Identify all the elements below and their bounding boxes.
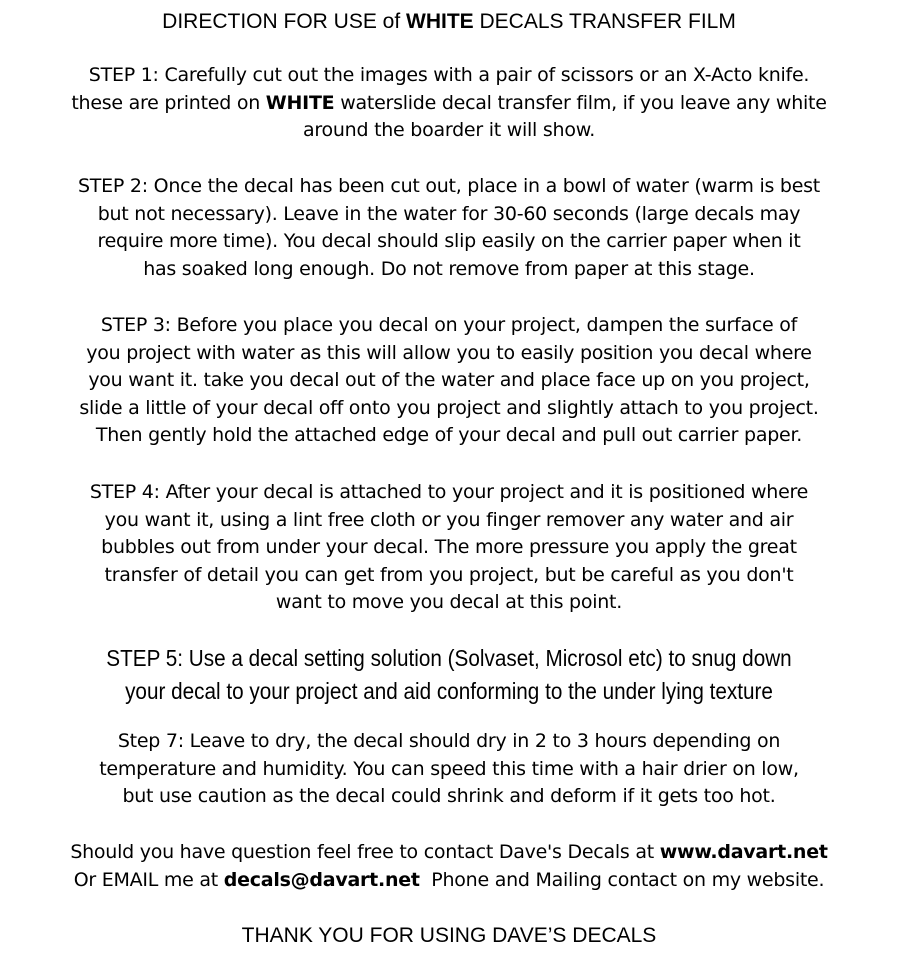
step-4-line-1: STEP 4: After your decal is attached to your project and it is positioned where	[89, 481, 809, 503]
step-3-line-4: slide a little of your decal off onto you project and slightly attach to you project.	[79, 396, 819, 419]
step-1-line-1: STEP 1: Carefully cut out the images with a pair of scissors or an X-Acto knife.	[88, 64, 810, 86]
step-2-line-4: has soaked long enough. Do not remove from paper at this stage.	[143, 257, 755, 280]
title-bold-white: WHITE	[406, 10, 474, 33]
contact-line-1-prefix: Should you have question feel free to contact Dave's Decals at	[70, 841, 660, 863]
contact-line-2-suffix: Phone and Mailing contact on my website.	[419, 868, 825, 891]
step-7-line-1: Step 7: Leave to dry, the decal should dry in 2 to 3 hours depending on	[117, 730, 781, 752]
step-5-line-1: STEP 5: Use a decal setting solution (Solvaset, Microsol etc) to snug down	[106, 645, 792, 671]
step-7-line-2: temperature and humidity. You can speed this time with a hair drier on low,	[99, 757, 799, 780]
step-7-paragraph	[0, 728, 898, 811]
contact-line-1	[0, 839, 898, 867]
step-3-line-1: STEP 3: Before you place you decal on your project, dampen the surface of	[100, 314, 798, 336]
step-4-line-4: transfer of detail you can get from you project, but be careful as you don't	[104, 563, 794, 586]
step-4-paragraph	[0, 479, 898, 617]
step-3-line-2: you project with water as this will allow you to easily position you decal where	[86, 341, 812, 364]
step-5-line-2: your decal to your project and aid conforming to the under lying texture	[125, 678, 773, 704]
contact-paragraph	[0, 839, 898, 894]
step-4-line-2: you want it, using a lint free cloth or you finger remover any water and air	[104, 508, 794, 531]
step-4-line-3: bubbles out from under your decal. The more pressure you apply the great	[101, 536, 797, 558]
step-1-line-2-suffix: waterslide decal transfer film, if you leave any white	[334, 91, 827, 114]
step-1-line-3: around the boarder it will show.	[302, 119, 596, 141]
step-1-line-2-prefix: these are printed on	[71, 91, 266, 114]
step-4-line-5: want to move you decal at this point.	[275, 591, 623, 613]
contact-line-2	[0, 867, 898, 895]
step-5-paragraph	[45, 642, 853, 708]
contact-line-2-prefix: Or EMAIL me at	[73, 868, 224, 891]
step-3-line-5: Then gently hold the attached edge of your decal and pull out carrier paper.	[95, 424, 803, 446]
email-link[interactable]: decals@davart.net	[223, 868, 420, 891]
step-1-line-2	[0, 90, 898, 118]
step-1-bold-white: WHITE	[265, 91, 335, 114]
step-2-line-3: require more time). You decal should slip easily on the carrier paper when it	[97, 230, 801, 252]
website-link[interactable]: www.davart.net	[659, 841, 828, 863]
step-1-paragraph	[0, 62, 898, 145]
title-prefix: DIRECTION FOR USE of	[162, 10, 407, 33]
title-suffix: DECALS TRANSFER FILM	[473, 10, 736, 33]
step-2-line-2: but not necessary). Leave in the water for 30-60 seconds (large decals may	[97, 202, 801, 225]
document-title	[0, 8, 898, 36]
step-2-paragraph	[0, 173, 898, 283]
step-2-line-1: STEP 2: Once the decal has been cut out, place in a bowl of water (warm is best	[77, 175, 821, 197]
thank-you-footer: THANK YOU FOR USING DAVE’S DECALS	[241, 924, 657, 947]
step-7-line-3: but use caution as the decal could shrink and deform if it gets too hot.	[122, 785, 776, 807]
step-3-paragraph	[0, 312, 898, 450]
step-3-line-3: you want it. take you decal out of the water and place face up on you project,	[88, 369, 810, 391]
